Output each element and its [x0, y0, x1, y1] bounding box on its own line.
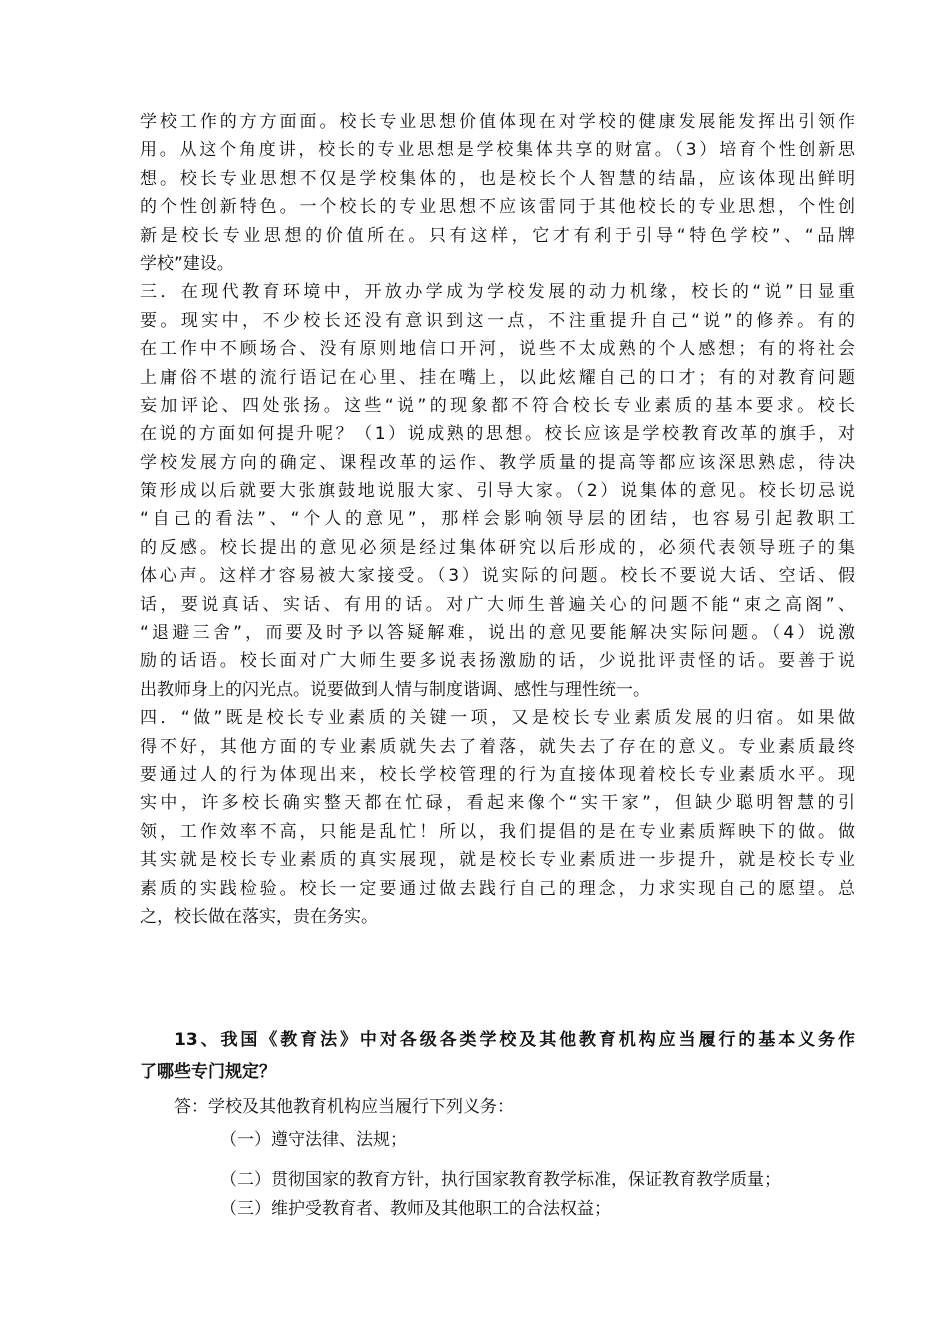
- body-line: 体心声。这样才容易被大家接受。（3）说实际的问题。校长不要说大话、空话、假: [140, 566, 855, 587]
- body-line: 之，校长做在落实，贵在务实。: [140, 906, 378, 927]
- body-line: 四．“做”既是校长专业素质的关键一项，又是校长专业素质发展的归宿。如果做: [140, 708, 855, 729]
- body-line: 其实就是校长专业素质的真实展现，就是校长专业素质进一步提升，就是校长专业: [140, 850, 855, 871]
- body-line: 出教师身上的闪光点。说要做到人情与制度谐调、感性与理性统一。: [140, 679, 650, 700]
- body-line: 用。从这个角度讲，校长的专业思想是学校集体共享的财富。（3）培育个性创新思: [140, 140, 855, 161]
- answer-item-1: （一）遵守法律、法规；: [220, 1130, 407, 1150]
- body-line: 学校”建设。: [140, 253, 234, 274]
- body-line: 实中，许多校长确实整天都在忙碌，看起来像个“实干家”，但缺少聪明智慧的引: [140, 793, 855, 814]
- body-line: 要通过人的行为体现出来，校长学校管理的行为直接体现着校长专业素质水平。现: [140, 764, 855, 785]
- body-line: 在说的方面如何提升呢？（1）说成熟的思想。校长应该是学校教育改革的旗手，对: [140, 424, 855, 445]
- answer-item-3: （三）维护受教育者、教师及其他职工的合法权益；: [220, 1199, 611, 1219]
- body-line: 想。校长专业思想不仅是学校集体的，也是校长个人智慧的结晶，应该体现出鲜明: [140, 168, 855, 189]
- body-line: 妄加评论、四处张扬。这些“说”的现象都不符合校长专业素质的基本要求。校长: [140, 395, 855, 416]
- body-line: 学校工作的方方面面。校长专业思想价值体现在对学校的健康发展能发挥出引领作: [140, 112, 855, 132]
- question-line-1: 13、我国《教育法》中对各级各类学校及其他教育机构应当履行的基本义务作: [174, 1030, 855, 1050]
- body-line: 在工作中不顾场合、没有原则地信口开河，说些不太成熟的个人感想；有的将社会: [140, 339, 855, 360]
- answer-intro: 答：学校及其他教育机构应当履行下列义务：: [174, 1097, 514, 1117]
- body-line: 上庸俗不堪的流行语记在心里、挂在嘴上，以此炫耀自己的口才；有的对教育问题: [140, 367, 855, 388]
- body-line: 的反感。校长提出的意见必须是经过集体研究以后形成的，必须代表领导班子的集: [140, 537, 855, 558]
- body-line: 新是校长专业思想的价值所在。只有这样，它才有利于引导“特色学校”、“品牌: [140, 225, 855, 246]
- answer-item-2: （二）贯彻国家的教育方针，执行国家教育教学标准，保证教育教学质量；: [220, 1170, 781, 1190]
- body-line: 得不好，其他方面的专业素质就失去了着落，就失去了存在的意义。专业素质最终: [140, 736, 855, 757]
- body-line: 领，工作效率不高，只能是乱忙！所以，我们提倡的是在专业素质辉映下的做。做: [140, 821, 855, 842]
- body-line: 学校发展方向的确定、课程改革的运作、教学质量的提高等都应该深思熟虑，待决: [140, 452, 855, 473]
- body-line: 素质的实践检验。校长一定要通过做去践行自己的理念，力求实现自己的愿望。总: [140, 878, 855, 899]
- question-line-2: 了哪些专门规定？: [140, 1062, 276, 1082]
- body-line: 励的话语。校长面对广大师生要多说表扬激励的话，少说批评责怪的话。要善于说: [140, 651, 855, 672]
- body-line: 要。现实中，不少校长还没有意识到这一点，不注重提升自己“说”的修养。有的: [140, 310, 855, 331]
- question-heading: [140, 1024, 855, 1088]
- body-line: “自己的看法”、“个人的意见”，那样会影响领导层的团结，也容易引起教职工: [140, 509, 855, 530]
- body-line: 策形成以后就要大张旗鼓地说服大家、引导大家。（2）说集体的意见。校长切忌说: [140, 481, 855, 502]
- body-line: 三．在现代教育环境中，开放办学成为学校发展的动力机缘，校长的“说”日显重: [140, 282, 855, 303]
- body-line: “退避三舍”，而要及时予以答疑解难，说出的意见要能解决实际问题。（4）说激: [140, 623, 855, 644]
- body-text: [140, 108, 855, 931]
- body-line: 话，要说真话、实话、有用的话。对广大师生普遍关心的问题不能“束之高阁”、: [140, 594, 855, 615]
- body-line: 的个性创新特色。一个校长的专业思想不应该雷同于其他校长的专业思想，个性创: [140, 197, 855, 218]
